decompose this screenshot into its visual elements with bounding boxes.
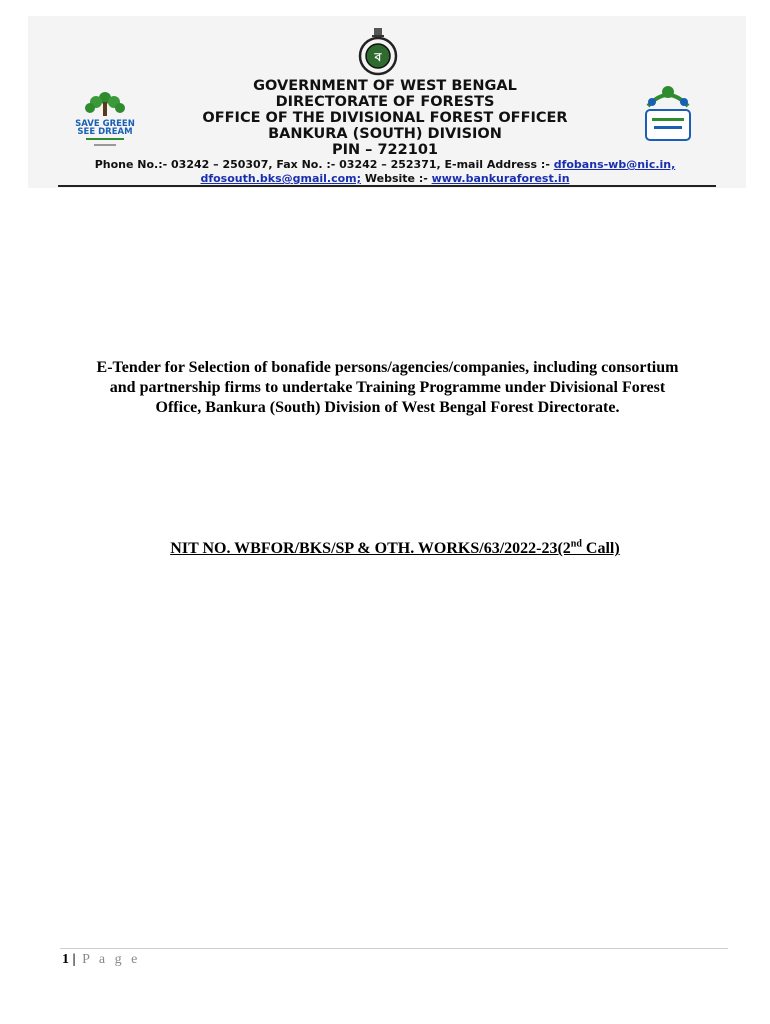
email-link-2[interactable]: dfosouth.bks@gmail.com;: [200, 172, 362, 185]
nit-superscript: nd: [570, 539, 582, 550]
contact-line-2: [60, 172, 710, 185]
email-link-1[interactable]: dfobans-wb@nic.in,: [553, 158, 676, 171]
logo-left-text-2: SEE DREAM: [77, 127, 133, 137]
pin-heading: PIN – 722101: [331, 142, 439, 158]
govt-heading: GOVERNMENT OF WEST BENGAL: [253, 78, 517, 94]
nit-number: [60, 539, 730, 558]
state-emblem-icon: [356, 26, 400, 76]
page-label: P a g e: [75, 952, 141, 967]
logo-left-text-1: SAVE GREEN: [75, 119, 135, 129]
footer-divider: [60, 948, 728, 949]
directorate-heading: DIRECTORATE OF FORESTS: [275, 94, 495, 110]
svg-text:ব: ব: [374, 50, 382, 64]
website-label: Website :-: [361, 172, 432, 185]
contact-line-1: [60, 158, 710, 171]
nit-suffix: Call): [581, 540, 620, 558]
phone-fax-text: Phone No.:- 03242 – 250307, Fax No. :- 03242 – 252371, E-mail Address :-: [94, 158, 554, 171]
website-link[interactable]: www.bankuraforest.in: [431, 172, 570, 185]
division-heading: BANKURA (SOUTH) DIVISION: [268, 126, 502, 142]
footer-separator: |: [72, 952, 76, 967]
letterhead-divider: [58, 185, 716, 187]
tender-title: E-Tender for Selection of bonafide persons/agencies/companies, including consortium and partnership firms to undertake Training Programme under Divisional Forest Office, Bankura (South) Division of West Bengal Forest Directorate.: [96, 359, 679, 416]
page-number: 1: [62, 952, 69, 967]
office-heading: OFFICE OF THE DIVISIONAL FOREST OFFICER: [202, 110, 568, 126]
nit-prefix: NIT NO. WBFOR/BKS/SP & OTH. WORKS/63/2022-23(2: [170, 540, 571, 558]
page-footer: [62, 952, 140, 968]
